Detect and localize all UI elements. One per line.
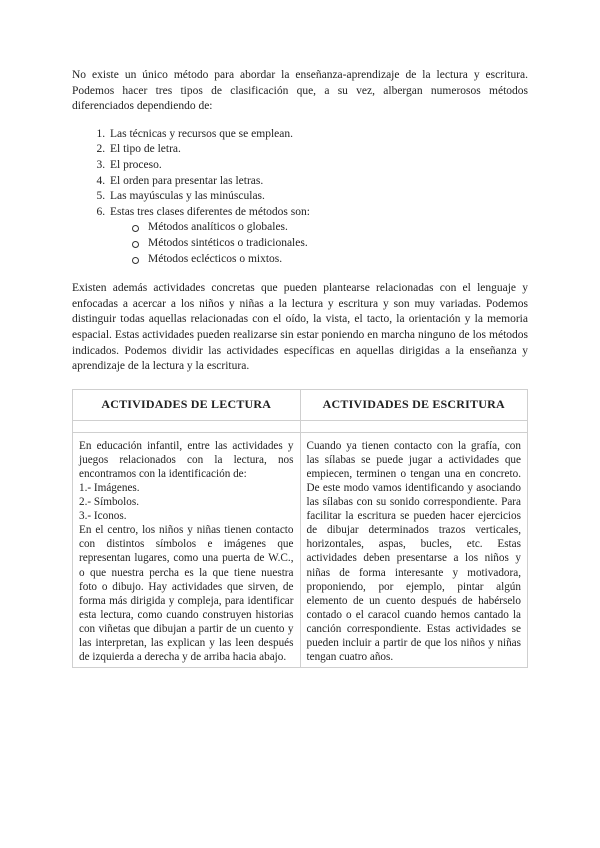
document-page (72, 68, 528, 668)
escritura-cell: Cuando ya tienen contacto con la grafía, con las sílabas se puede jugar a actividades que empiecen, terminen o tengan una en concreto. De este modo vamos identificando y asociando las sílabas con su sonido correspondiente. Para facilitar la escritura se pueden hacer ejercicios de dibujar determinados trazos verticales, horizontales, aspas, bucles, etc. Estas actividades deben presentarse a los niños y niñas de forma interesante y motivadora, proponiendo, por ejemplo, pintar algún elemento de un cuento después de habérselo contado o el caracol cuando hemos cantado la canción correspondiente. Estas actividades se pueden incluir a partir de que los niños y niñas tengan cuatro años. (300, 432, 528, 668)
lectura-item: 1.- Imágenes. (79, 481, 140, 494)
activities-paragraph: Existen además actividades concretas que pueden plantearse relacionadas con el lenguaje y enfocadas a acercar a los niños y niñas a la lectura y escritura y son muy variadas. Podemos distinguir todas aquellas relacionadas con el oído, la vista, el tacto, la orientación y la memoria espacial. Estas actividades pueden realizarse sin estar poniendo en marcha ninguno de los métodos indicados. Podemos dividir las actividades específicas en aquellas dirigidas a la enseñanza y aprendizaje de la lectura y la escritura. (72, 282, 528, 373)
activities-table (72, 389, 528, 669)
lectura-body: En el centro, los niños y niñas tienen contacto con distintos símbolos e imágenes que representan lugares, como una puerta de W.C., o que nuestra percha es la que tiene nuestra foto o dibujo. Hay actividades que sirven, de forma más dirigida y compleja, para identificar esta lectura, como cuando construyen historias con viñetas que dibujan a partir de un cuento y las interpretan, las explican y las leen después de izquierda a derecha y de arriba hacia abajo. (79, 524, 294, 664)
methods-list (72, 127, 528, 267)
spacer-cell (300, 420, 528, 432)
table-header-row (73, 389, 528, 420)
list-item: 1. Las técnicas y recursos que se emplean. (108, 127, 528, 143)
lectura-cell (73, 432, 301, 668)
list-item-label: Estas tres clases diferentes de métodos son: (110, 205, 310, 218)
method-types-sublist (110, 220, 528, 267)
spacer-cell (73, 420, 301, 432)
list-item-with-sublist (108, 205, 528, 267)
intro-paragraph: No existe un único método para abordar la enseñanza-aprendizaje de la lectura y escritura. Podemos hacer tres tipos de clasificación que, a su vez, albergan numerosos métodos diferenciados dependiendo de: (72, 69, 528, 113)
table-row (73, 432, 528, 668)
list-item: 2. El tipo de letra. (108, 142, 528, 158)
lectura-item: 3.- Iconos. (79, 510, 127, 523)
header-lectura: ACTIVIDADES DE LECTURA (73, 389, 301, 420)
lectura-item: 2.- Símbolos. (79, 496, 139, 509)
lectura-intro: En educación infantil, entre las actividades y juegos relacionados con la lectura, nos encontramos con la identificación de: (79, 439, 294, 480)
sublist-item: Métodos analíticos o globales. (132, 220, 528, 236)
list-item: 5. Las mayúsculas y las minúsculas. (108, 189, 528, 205)
sublist-item: Métodos sintéticos o tradicionales. (132, 236, 528, 252)
list-item: 3. El proceso. (108, 158, 528, 174)
table-spacer-row (73, 420, 528, 432)
list-item: 4. El orden para presentar las letras. (108, 174, 528, 190)
sublist-item: Métodos eclécticos o mixtos. (132, 252, 528, 268)
header-escritura: ACTIVIDADES DE ESCRITURA (300, 389, 528, 420)
